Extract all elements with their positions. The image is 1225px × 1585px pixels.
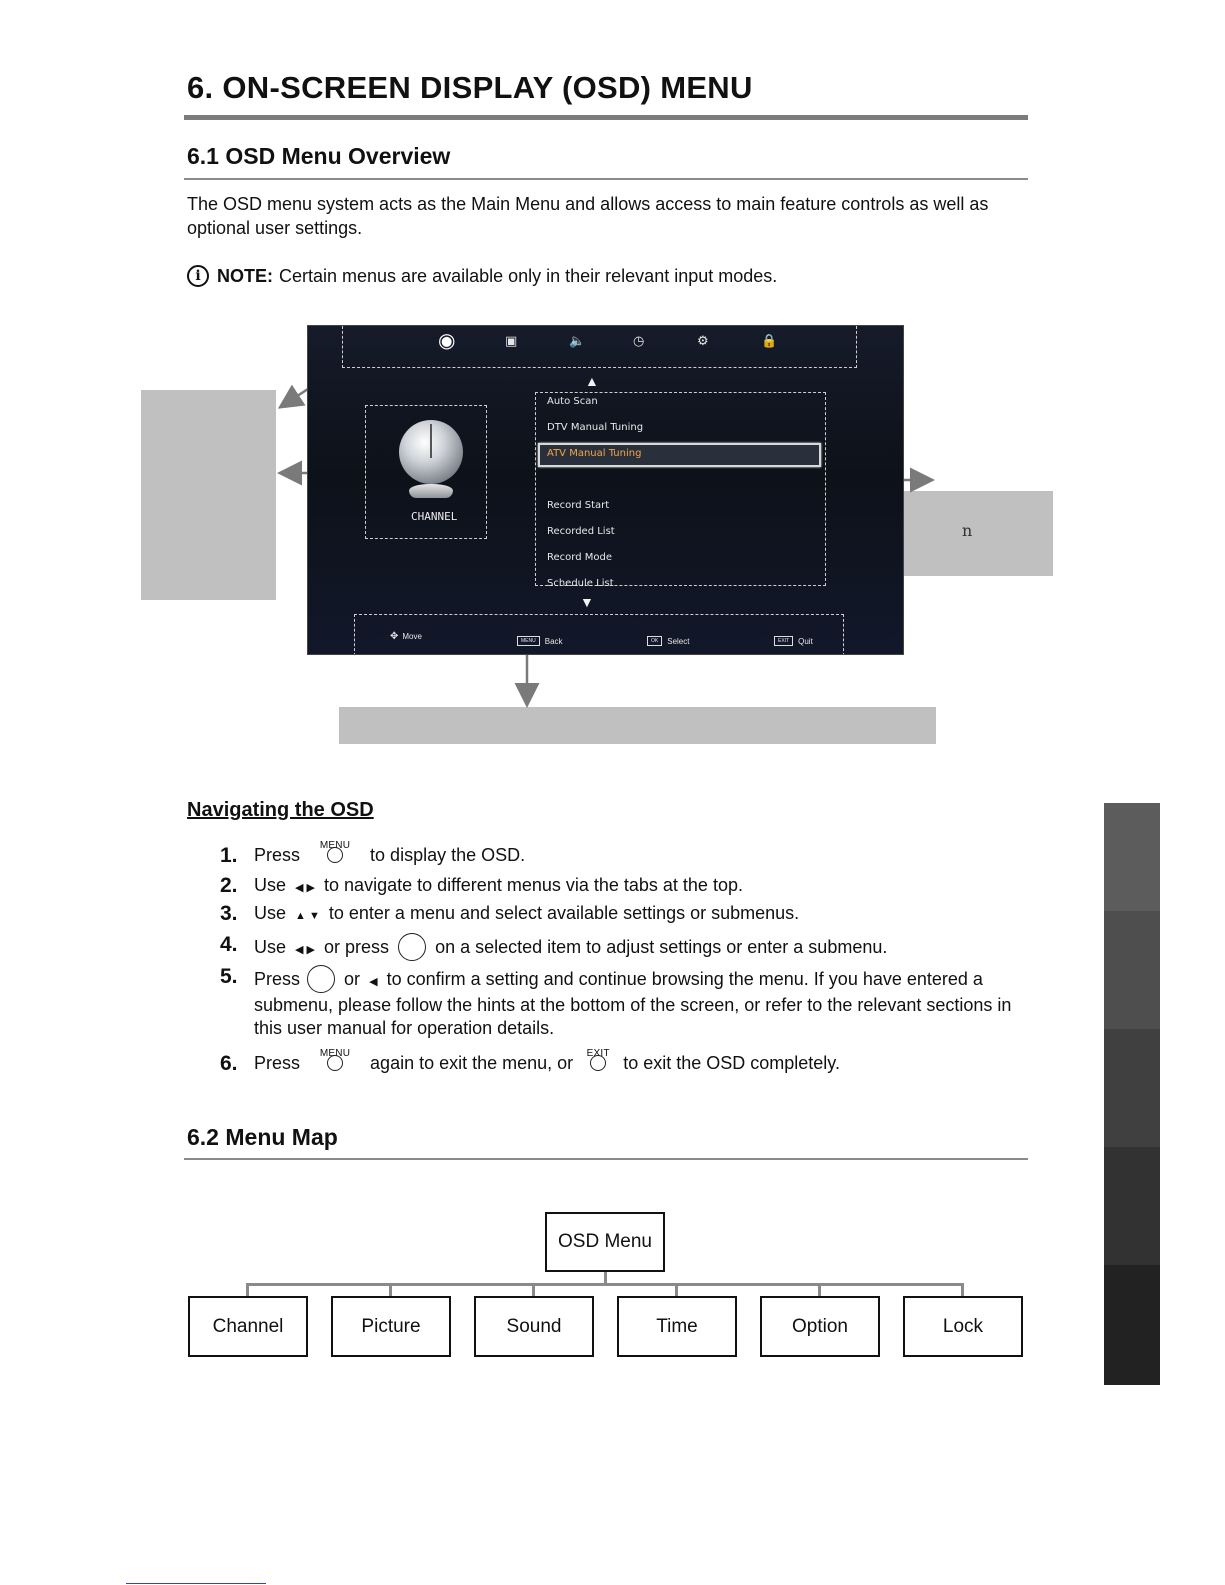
menu-item[interactable]: Schedule List: [547, 578, 614, 589]
menu-item[interactable]: Auto Scan: [547, 396, 598, 407]
footer-move: ✥ Move: [390, 631, 422, 642]
menu-item[interactable]: Recorded List: [547, 526, 615, 537]
map-connector: [961, 1283, 964, 1296]
map-child-box: Lock: [903, 1296, 1023, 1357]
side-tab[interactable]: [1104, 803, 1160, 911]
side-tab[interactable]: [1104, 1029, 1160, 1147]
intro-paragraph: The OSD menu system acts as the Main Menu and allows access to main feature controls as well as optional user settings.: [187, 194, 989, 238]
left-arrow-icon: ◀: [369, 976, 378, 988]
footer-back: MENU Back: [517, 636, 563, 646]
map-root-box: OSD Menu: [545, 1212, 665, 1272]
note-label: NOTE:: [217, 266, 273, 286]
step-number: 2.: [220, 874, 238, 897]
category-label: CHANNEL: [411, 510, 458, 523]
ok-button-icon: [398, 933, 426, 961]
step-number: 5.: [220, 965, 238, 988]
menu-item[interactable]: Record Mode: [547, 552, 612, 563]
picture-icon: ▣: [505, 334, 518, 349]
menu-item[interactable]: Record Start: [547, 500, 610, 511]
page-heading: 6. ON-SCREEN DISPLAY (OSD) MENU: [187, 70, 753, 105]
osd-screenshot: [307, 325, 904, 655]
navigation-heading: Navigating the OSD: [187, 799, 374, 821]
dpad-icon: ✥: [390, 631, 399, 642]
step-5: [220, 965, 1034, 1040]
map-connector: [532, 1283, 535, 1296]
map-child-box: Sound: [474, 1296, 594, 1357]
right-callout-text: n: [962, 521, 973, 540]
step-text: Press MENU to display the OSD.: [254, 840, 526, 865]
step-6: [220, 1048, 1034, 1075]
section-rule: [184, 1158, 1028, 1160]
step-text: Use ▲ ▼ to enter a menu and select available settings or submenus.: [254, 903, 800, 923]
footer-link-line: [126, 1583, 266, 1584]
sound-icon: 🔈: [569, 334, 586, 349]
side-tab[interactable]: [1104, 1147, 1160, 1265]
map-child-box: Option: [760, 1296, 880, 1357]
step-number: 1.: [220, 844, 238, 867]
scroll-down-icon[interactable]: ▼: [580, 594, 594, 610]
section-title-overview: 6.1 OSD Menu Overview: [187, 143, 451, 169]
tabs-outline: [342, 326, 857, 368]
step-4: [220, 933, 1034, 962]
map-child-box: Channel: [188, 1296, 308, 1357]
exit-key: EXIT: [774, 636, 793, 646]
left-right-arrows-icon: ◀ ▶: [295, 882, 316, 894]
map-connector: [389, 1283, 392, 1296]
step-text: Press or ◀ to confirm a setting and continue browsing the menu. If you have entered a submenu, please follow the hints at the bottom of the screen, or refer to the relevant sections in this user manual for operation details.: [254, 965, 1034, 1040]
option-icon: ⚙: [697, 334, 709, 349]
menu-button-icon: MENU: [327, 847, 343, 863]
step-text: Use ◀ ▶ or press on a selected item to adjust settings or enter a submenu.: [254, 933, 1034, 962]
left-right-arrows-icon: ◀ ▶: [295, 944, 316, 956]
info-icon: i: [187, 265, 209, 287]
map-child-box: Time: [617, 1296, 737, 1357]
channel-icon: ◉: [438, 328, 456, 352]
up-down-arrows-icon: ▲ ▼: [295, 910, 320, 922]
exit-button-icon: EXIT: [590, 1055, 606, 1071]
side-tab[interactable]: [1104, 911, 1160, 1029]
footer-select: OK Select: [647, 636, 689, 646]
step-1: [220, 840, 1034, 867]
section-title-menu-map: 6.2 Menu Map: [187, 1124, 338, 1150]
map-connector: [246, 1283, 249, 1296]
footer-quit: EXIT Quit: [774, 636, 813, 646]
menu-item-selected[interactable]: ATV Manual Tuning: [547, 448, 642, 459]
step-2: [220, 874, 1034, 900]
lock-icon: 🔒: [761, 334, 778, 349]
step-number: 4.: [220, 933, 238, 956]
ok-key: OK: [647, 636, 662, 646]
step-3: [220, 902, 1034, 928]
step-number: 6.: [220, 1052, 238, 1075]
step-number: 3.: [220, 902, 238, 925]
menu-item[interactable]: DTV Manual Tuning: [547, 422, 644, 433]
time-icon: ◷: [633, 334, 645, 349]
scroll-up-icon[interactable]: ▲: [585, 373, 599, 389]
globe-needle: [430, 424, 432, 458]
note-text: Certain menus are available only in their relevant input modes.: [279, 266, 778, 286]
ok-button-icon: [307, 965, 335, 993]
footer-outline: [354, 614, 844, 655]
map-connector: [675, 1283, 678, 1296]
map-connector: [246, 1283, 964, 1286]
step-text: Use ◀ ▶ to navigate to different menus via the tabs at the top.: [254, 875, 743, 895]
menu-button-icon: MENU: [327, 1055, 343, 1071]
menu-key: MENU: [517, 636, 540, 646]
side-tab[interactable]: [1104, 1265, 1160, 1385]
map-child-box: Picture: [331, 1296, 451, 1357]
globe-base: [409, 484, 453, 498]
step-text: Press MENU again to exit the menu, or EXIT to exit the OSD completely.: [254, 1048, 840, 1073]
map-connector: [818, 1283, 821, 1296]
